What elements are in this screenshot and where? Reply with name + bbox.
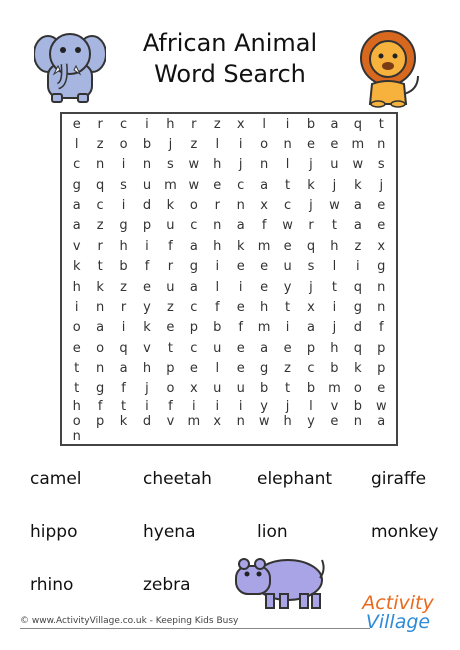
grid-letter: c — [237, 177, 245, 193]
grid-letter: m — [187, 414, 201, 429]
grid-letter: z — [120, 279, 127, 295]
grid-letter: q — [353, 116, 362, 132]
grid-letter: i — [215, 259, 220, 275]
grid-letter: s — [167, 157, 174, 173]
grid-letter: c — [73, 157, 81, 173]
grid-letter: h — [260, 299, 269, 315]
grid-letter: i — [121, 320, 126, 336]
grid-letter: e — [142, 279, 151, 295]
grid-letter: o — [353, 381, 362, 397]
grid-letter: j — [285, 399, 290, 414]
grid-letter: u — [236, 381, 245, 397]
grid-letter: h — [166, 116, 175, 132]
word-elephant: elephant — [257, 469, 333, 489]
grid-letter: k — [143, 320, 151, 336]
grid-letter: o — [72, 320, 81, 336]
grid-letter: e — [189, 360, 198, 376]
grid-letter: c — [119, 116, 128, 132]
grid-letter: n — [96, 299, 105, 315]
grid-letter: a — [353, 218, 362, 234]
grid-letter: e — [377, 198, 386, 214]
grid-letter: u — [166, 279, 175, 295]
grid-letter: i — [215, 399, 220, 414]
grid-letter: b — [306, 381, 316, 397]
page-title — [110, 28, 350, 90]
grid-letter: z — [354, 238, 362, 254]
grid-letter: n — [283, 137, 292, 153]
grid-letter: z — [96, 218, 104, 234]
grid-letter: z — [190, 137, 198, 153]
grid-letter: f — [214, 299, 220, 315]
title-line-2: Word Search — [154, 60, 306, 88]
grid-letter: a — [260, 340, 269, 356]
grid-letter: x — [377, 238, 386, 254]
grid-letter: l — [215, 360, 220, 376]
grid-letter: l — [215, 137, 220, 153]
grid-letter: b — [213, 320, 222, 336]
word-camel: camel — [30, 469, 82, 489]
grid-letter: k — [119, 414, 128, 429]
grid-letter: r — [214, 198, 220, 214]
grid-letter: g — [260, 360, 269, 376]
grid-letter: v — [330, 399, 339, 414]
grid-letter: o — [96, 340, 105, 356]
grid-letter: e — [236, 259, 245, 275]
grid-letter: w — [329, 198, 340, 214]
grid-letter: k — [166, 198, 175, 214]
grid-letter: m — [328, 381, 341, 397]
grid-letter: t — [378, 116, 384, 132]
grid-letter: r — [191, 116, 197, 132]
grid-letter: r — [120, 299, 127, 315]
grid-letter: h — [330, 340, 339, 356]
word-zebra: zebra — [143, 575, 191, 595]
grid-letter: u — [330, 157, 339, 173]
grid-letter: e — [213, 177, 222, 193]
grid-letter: b — [119, 259, 128, 275]
grid-letter: u — [142, 177, 152, 193]
word-search-grid — [60, 112, 398, 446]
grid-letter: t — [285, 177, 291, 193]
grid-letter: j — [168, 137, 173, 153]
grid-letter: i — [238, 399, 243, 414]
grid-letter: m — [164, 177, 177, 193]
grid-letter: i — [121, 198, 126, 214]
grid-letter: m — [351, 137, 365, 153]
grid-letter: l — [285, 157, 290, 173]
grid-letter: w — [352, 157, 364, 173]
word-cheetah: cheetah — [143, 469, 212, 489]
grid-letter: h — [213, 157, 222, 173]
grid-letter: h — [213, 238, 222, 254]
grid-letter: i — [121, 157, 126, 173]
grid-letter: w — [282, 218, 293, 234]
grid-letter: s — [377, 157, 385, 173]
grid-letter: t — [331, 218, 337, 234]
grid-letter: e — [72, 340, 81, 356]
grid-letter: b — [306, 116, 316, 132]
grid-letter: n — [96, 360, 105, 376]
grid-letter: t — [167, 340, 173, 356]
logo-line-2: Village — [365, 611, 431, 633]
grid-letter: l — [215, 279, 220, 295]
grid-letter: g — [353, 299, 362, 315]
grid-letter: q — [119, 340, 128, 356]
grid-letter: e — [306, 137, 315, 153]
grid-letter: k — [236, 238, 245, 254]
grid-letter: r — [97, 238, 103, 254]
word-hippo: hippo — [30, 522, 78, 542]
footer-divider — [20, 628, 370, 629]
grid-letter: u — [213, 381, 222, 397]
grid-letter: k — [307, 177, 315, 193]
grid-letter: g — [189, 259, 198, 275]
grid-letter: p — [377, 340, 386, 356]
grid-letter: y — [283, 279, 292, 295]
grid-letter: r — [167, 259, 174, 275]
grid-letter: a — [330, 116, 339, 132]
grid-letter: f — [121, 381, 126, 397]
grid-letter: x — [307, 299, 315, 315]
grid-letter: d — [142, 414, 152, 429]
grid-letter: e — [236, 360, 245, 376]
grid-letter: q — [353, 279, 362, 295]
grid-letter: j — [309, 279, 313, 295]
grid-letter: z — [96, 137, 104, 153]
grid-letter: c — [307, 360, 315, 376]
grid-letter: y — [143, 299, 151, 315]
grid-letter: e — [72, 116, 81, 132]
grid-letter: q — [306, 238, 316, 254]
grid-letter: g — [96, 381, 105, 397]
grid-letter: t — [285, 381, 291, 397]
grid-letter: i — [285, 116, 290, 132]
grid-letter: a — [236, 218, 245, 234]
grid-letter: k — [354, 177, 362, 193]
grid-letter: l — [309, 399, 313, 414]
grid-letter: c — [190, 340, 198, 356]
grid-letter: c — [190, 299, 198, 315]
word-hyena: hyena — [143, 522, 196, 542]
grid-letter: l — [74, 137, 79, 153]
grid-letter: p — [166, 360, 175, 376]
grid-letter: w — [188, 157, 200, 173]
grid-letter: q — [96, 177, 105, 193]
grid-letter: f — [97, 399, 103, 414]
grid-letter: n — [260, 157, 269, 173]
grid-letter: a — [307, 320, 315, 336]
title-line-1: African Animal — [142, 29, 318, 57]
grid-letter: p — [377, 360, 386, 376]
grid-letter: u — [166, 218, 175, 234]
grid-letter: l — [262, 116, 266, 132]
grid-letter: h — [283, 414, 292, 429]
grid-letter: k — [72, 259, 81, 275]
grid-letter: d — [142, 198, 152, 214]
grid-letter: u — [213, 340, 222, 356]
grid-letter: a — [260, 177, 269, 193]
grid-letter: y — [307, 414, 315, 429]
grid-letter: o — [166, 381, 175, 397]
grid-letter: j — [332, 320, 337, 336]
grid-letter: e — [283, 340, 292, 356]
grid-letter: e — [260, 279, 269, 295]
grid-letter: f — [168, 238, 173, 254]
grid-letter: i — [145, 116, 149, 132]
grid-letter: j — [145, 381, 149, 397]
grid-letter: e — [283, 238, 292, 254]
grid-letter: p — [96, 414, 105, 429]
grid-letter: e — [236, 340, 245, 356]
grid-letter: n — [142, 157, 152, 173]
grid-letter: p — [189, 320, 198, 336]
grid-letter: i — [192, 399, 196, 414]
hippo-illustration — [230, 550, 330, 614]
grid-letter: h — [330, 238, 339, 254]
grid-letter: a — [119, 360, 128, 376]
word-lion: lion — [257, 522, 288, 542]
grid-letter: a — [72, 198, 81, 214]
grid-letter: n — [377, 299, 386, 315]
grid-letter: g — [72, 177, 81, 193]
grid-letter: e — [166, 320, 175, 336]
grid-letter: f — [168, 399, 173, 414]
grid-letter: v — [72, 238, 81, 254]
word-giraffe: giraffe — [371, 469, 427, 489]
grid-letter: a — [96, 320, 105, 336]
grid-letter: j — [238, 157, 243, 173]
grid-letter: b — [330, 360, 339, 376]
grid-letter: d — [353, 320, 362, 336]
grid-letter: x — [260, 198, 268, 214]
elephant-illustration — [34, 28, 106, 104]
grid-letter: b — [142, 137, 152, 153]
grid-letter: o — [119, 137, 128, 153]
grid-letter: n — [377, 279, 386, 295]
grid-letter: p — [306, 340, 316, 356]
grid-letter: a — [72, 218, 81, 234]
grid-letter: i — [238, 279, 243, 295]
grid-letter: y — [260, 399, 268, 414]
grid-letter: l — [332, 259, 337, 275]
grid-letter: q — [353, 340, 362, 356]
word-rhino: rhino — [30, 575, 74, 595]
grid-letter: b — [260, 381, 269, 397]
grid-letter: r — [97, 116, 103, 132]
grid-letter: t — [285, 299, 291, 315]
grid-letter: w — [375, 399, 387, 414]
grid-letter: n — [236, 414, 245, 429]
grid-letter: n — [377, 137, 386, 153]
grid-letter: c — [96, 198, 104, 214]
grid-letter: a — [189, 279, 198, 295]
grid-letter: k — [96, 279, 104, 295]
grid-letter: s — [120, 177, 127, 193]
word-monkey: monkey — [371, 522, 439, 542]
grid-letter: t — [121, 399, 127, 414]
grid-letter: e — [330, 414, 339, 429]
grid-letter: h — [72, 399, 81, 414]
grid-letter: o — [189, 198, 198, 214]
grid-letter: j — [309, 198, 313, 214]
grid-letter: w — [258, 414, 270, 429]
grid-letter: h — [119, 238, 128, 254]
grid-letter: a — [377, 414, 386, 429]
logo-line-1: Activity — [362, 592, 434, 614]
grid-letter: t — [97, 259, 103, 275]
grid-letter: c — [283, 198, 292, 214]
grid-letter: n — [213, 218, 222, 234]
grid-letter: n — [353, 414, 362, 429]
grid-letter: x — [213, 414, 222, 429]
grid-letter: f — [378, 320, 384, 336]
grid-letter: r — [308, 218, 314, 234]
grid-letter: e — [377, 218, 386, 234]
grid-letter: h — [72, 279, 81, 295]
grid-letter: n — [236, 198, 245, 214]
grid-letter: e — [330, 137, 339, 153]
grid-letter: f — [261, 218, 267, 234]
grid-letter: a — [189, 238, 198, 254]
grid-letter: f — [238, 320, 243, 336]
grid-letter: i — [145, 399, 149, 414]
grid-letter: e — [260, 259, 269, 275]
grid-letter: i — [145, 238, 149, 254]
grid-letter: t — [331, 279, 337, 295]
grid-letter: v — [143, 340, 151, 356]
grid-letter: e — [377, 381, 386, 397]
grid-letter: c — [190, 218, 198, 234]
grid-letter: w — [188, 177, 200, 193]
grid-letter: f — [144, 259, 150, 275]
grid-letter: z — [167, 299, 174, 315]
grid-letter: i — [74, 299, 79, 315]
grid-letter: i — [285, 320, 290, 336]
activity-village-logo — [348, 594, 448, 632]
grid-letter: j — [379, 177, 384, 193]
grid-letter: z — [213, 116, 221, 132]
grid-letter: i — [332, 299, 337, 315]
grid-letter: v — [166, 414, 175, 429]
grid-letter: e — [236, 299, 245, 315]
grid-letter: j — [309, 157, 313, 173]
grid-letter: b — [353, 399, 362, 414]
copyright-footer: © www.ActivityVillage.co.uk - Keeping Kids Busy — [20, 616, 239, 626]
grid-letter: u — [283, 259, 292, 275]
grid-letter: h — [142, 360, 152, 376]
grid-letter: i — [238, 137, 243, 153]
grid-letter: m — [257, 238, 271, 254]
grid-letter: t — [74, 381, 80, 397]
grid-letter: o — [72, 414, 81, 429]
grid-letter: m — [257, 320, 271, 336]
grid-letter: o — [260, 137, 269, 153]
grid-letter: n — [72, 429, 81, 444]
grid-letter: a — [353, 198, 362, 214]
grid-letter: i — [356, 259, 360, 275]
lion-illustration — [352, 28, 424, 108]
grid-letter: z — [284, 360, 291, 376]
grid-letter: g — [377, 259, 386, 275]
grid-letter: x — [236, 116, 245, 132]
grid-letter: t — [74, 360, 80, 376]
grid-letter: x — [190, 381, 198, 397]
grid-letter: n — [96, 157, 105, 173]
grid-letter: g — [119, 218, 128, 234]
grid-letter: p — [142, 218, 152, 234]
grid-letter: s — [307, 259, 315, 275]
grid-letter: j — [332, 177, 337, 193]
grid-letter: k — [354, 360, 362, 376]
